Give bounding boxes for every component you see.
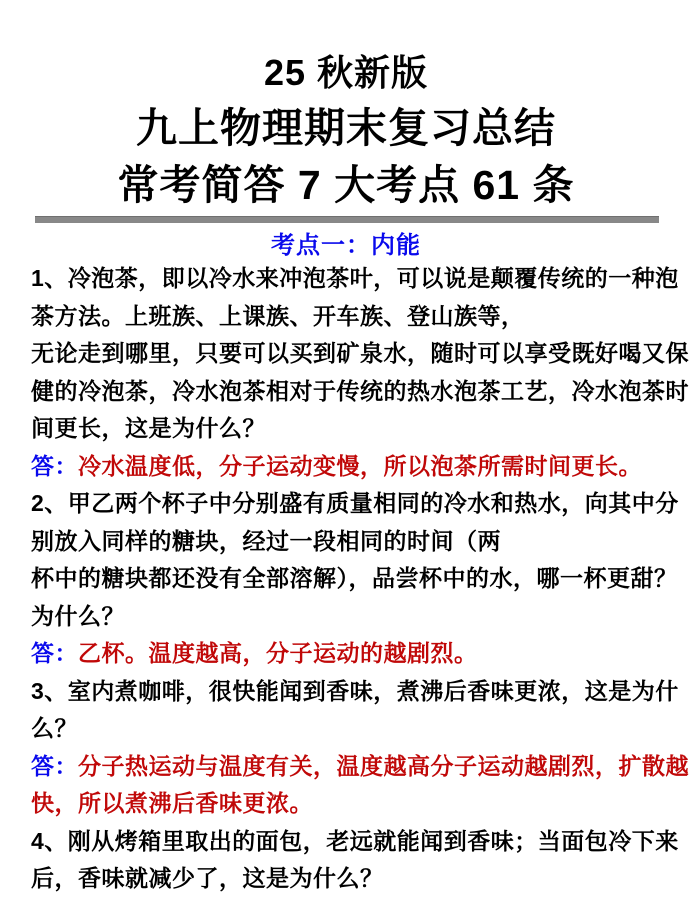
question-line: 别放入同样的糖块，经过一段相同的时间（两 [31, 527, 501, 554]
document-title-line-1: 25 秋新版 [263, 52, 429, 93]
question-line: 3、室内煮咖啡，很快能闻到香味，煮沸后香味更浓，这是为什 [31, 677, 679, 704]
answer-prefix: 答： [31, 752, 78, 779]
answer-line: 快，所以煮沸后香味更浓。 [31, 790, 313, 816]
question-line: 2、甲乙两个杯子中分别盛有质量相同的冷水和热水，向其中分 [31, 490, 679, 516]
answer-line [31, 635, 672, 673]
answer-text: 乙杯。温度越高，分子运动的越剧烈。 [78, 640, 478, 666]
question-line: 杯中的糖块都还没有全部溶解），品尝杯中的水，哪一杯更甜？ [31, 565, 678, 591]
title-block [0, 0, 692, 214]
answer-line [31, 448, 672, 486]
question-line: 4、刚从烤箱里取出的面包，老远就能闻到香味；当面包冷下来 [31, 827, 679, 854]
body-text [0, 260, 692, 898]
section-heading: 考点一：内能 [271, 232, 421, 259]
question-line: 健的冷泡茶，冷水泡茶相对于传统的热水泡茶工艺，冷水泡茶时 [31, 377, 689, 404]
question-line: 茶方法。上班族、上课族、开车族、登山族等， [31, 302, 525, 329]
question-line: 无论走到哪里，只要可以买到矿泉水，随时可以享受既好喝又保 [31, 340, 689, 366]
question-line: 间更长，这是为什么？ [31, 415, 266, 441]
document-title-line-2: 九上物理期末复习总结 [136, 105, 556, 151]
answer-prefix: 答： [31, 452, 78, 479]
answer-text: 冷水温度低，分子运动变慢，所以泡茶所需时间更长。 [78, 452, 642, 479]
answer-prefix: 答： [31, 640, 78, 666]
question-line: 为什么？ [31, 602, 125, 629]
document-title-line-3: 常考简答 7 大考点 61 条 [117, 162, 575, 208]
question-line: 么？ [31, 715, 78, 741]
question-line: 后，香味就减少了，这是为什么？ [31, 865, 384, 891]
answer-line [31, 748, 689, 786]
answer-text: 分子热运动与温度有关，温度越高分子运动越剧烈，扩散越 [78, 752, 689, 779]
question-line: 1、冷泡茶，即以冷水来冲泡茶叶，可以说是颠覆传统的一种泡 [31, 265, 679, 291]
title-divider [35, 216, 659, 223]
